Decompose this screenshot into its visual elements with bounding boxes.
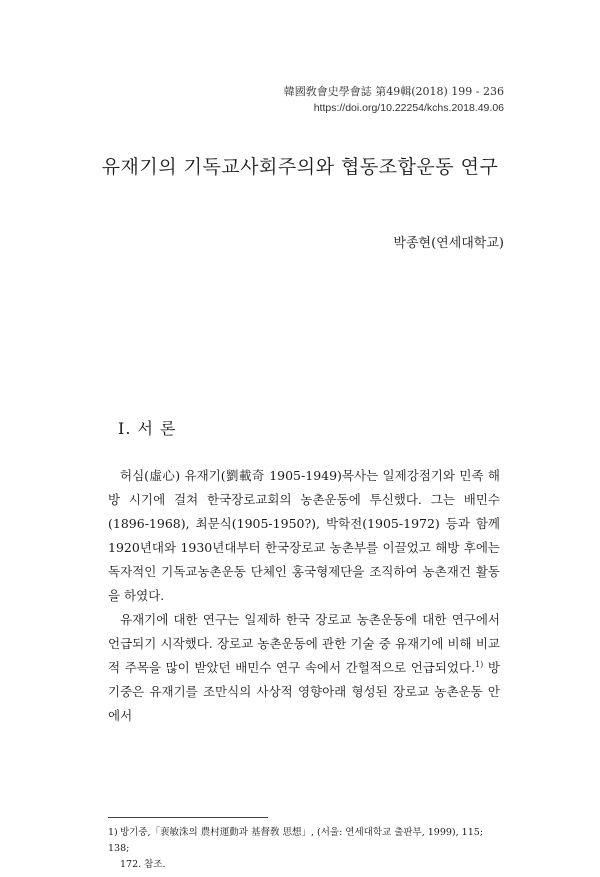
running-header xyxy=(284,84,504,116)
footnote-divider xyxy=(108,817,268,818)
body-text xyxy=(108,464,500,728)
section-heading: I. 서 론 xyxy=(118,419,177,438)
paragraph-1: 허심(虛心) 유재기(劉載奇 1905-1949)목사는 일제강점기와 민족 해방 시기에 걸쳐 한국장로교회의 농촌운동에 투신했다. 그는 배민수(1896-1968), 최문식(1905-1950?), 박학전(1905-1972) 등과 함께 1920년대와 1930년대부터 한국장로교 농촌부를 이끌었고 해방 후에는 독자적인 기독교농촌운동 단체인 홍국형제단을 조직하여 농촌재건 활동을 하였다. xyxy=(108,468,500,603)
footnote-reference[interactable]: 1) xyxy=(475,659,484,669)
paragraph-2 xyxy=(108,608,500,728)
footnote-text: 방기중,「裵敏洙의 農村運動과 基督敎 思想」, (서울: 연세대학교 출판부, 1999), 115; 138; xyxy=(108,827,484,854)
doi-link[interactable]: https://doi.org/10.22254/kchs.2018.49.06 xyxy=(313,102,504,114)
paragraph-2-text: 유재기에 대한 연구는 일제하 한국 장로교 농촌운동에 대한 연구에서 언급되기 시작했다. 장로교 농촌운동에 관한 기술 중 유재기에 비해 비교적 주목을 많이 받았던 배민수 연구 속에서 간헐적으로 언급되었다. xyxy=(108,612,500,675)
footnote-text-continued: 172. 참조. xyxy=(120,859,166,870)
footnote-number: 1) xyxy=(108,827,118,838)
paragraph-2-continued: 방기중은 유재기를 조만식의 사상적 영향아래 형성된 장로교 농촌운동 안에서 xyxy=(108,660,500,723)
paper-title: 유재기의 기독교사회주의와 협동조합운동 연구 xyxy=(101,156,499,178)
footnote-1 xyxy=(108,825,500,873)
journal-citation: 韓國敎會史學會誌 第49輯(2018) 199 - 236 xyxy=(283,85,504,98)
author-affiliation: 박종현(연세대학교) xyxy=(393,236,504,251)
